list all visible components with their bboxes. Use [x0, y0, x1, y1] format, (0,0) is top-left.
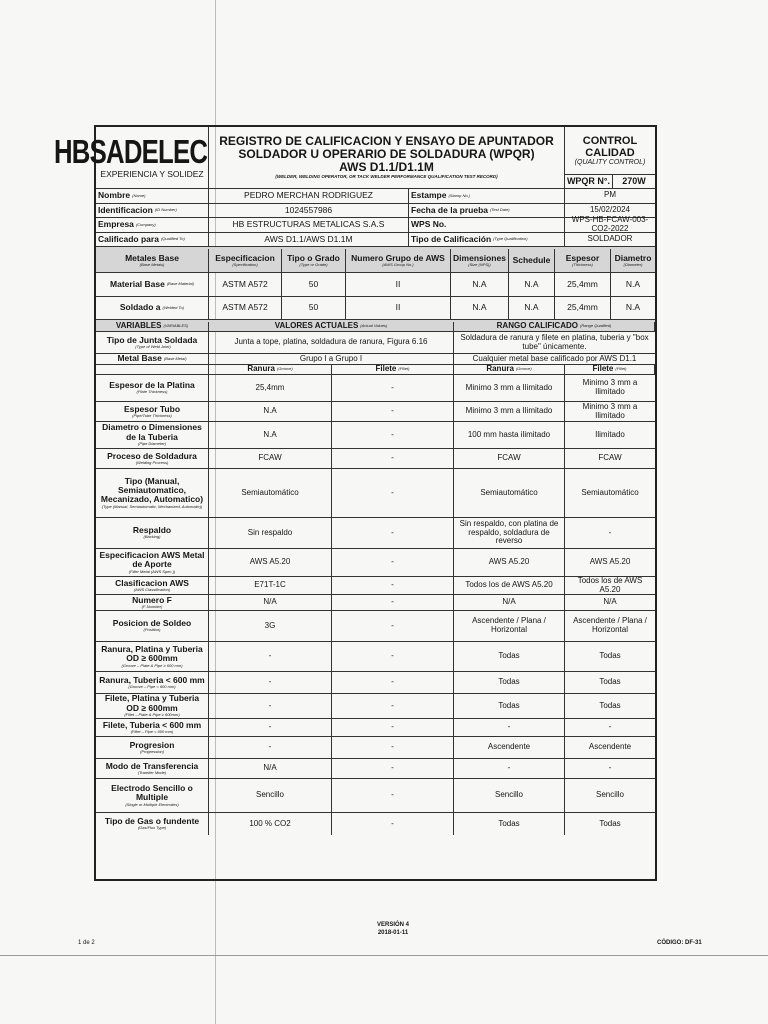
- variable-label-subtext: (Progression): [139, 748, 164, 754]
- variable-label-3: [96, 449, 209, 469]
- metals-cell-0-0: ASTM A572: [209, 273, 282, 297]
- variable-label-text: Tipo (Manual, Semiautomatico, Mecanizado, Automatico): [100, 475, 204, 505]
- variable-cell-6-r_r: AWS A5.20: [454, 549, 565, 577]
- variable-label-16: [96, 779, 209, 813]
- variable-cell-5-a_r: Sin respaldo: [209, 518, 332, 549]
- info-label-nombre: [96, 189, 209, 204]
- metal-base-label-subtext: (Base Metal): [163, 355, 187, 361]
- metals-cell-0-2: II: [346, 273, 451, 297]
- info-value-ident: 1024557986: [209, 204, 409, 219]
- variable-label-text: Filete, Platina y Tuberia OD ≥ 600mm: [104, 693, 200, 713]
- info-label-empresa: [96, 218, 209, 233]
- variable-cell-17-a_f: -: [332, 813, 454, 835]
- metals-header-0: [96, 249, 209, 273]
- metals-header-text: Schedule: [512, 254, 551, 265]
- info-label-calif: [96, 233, 209, 248]
- metals-header-subtext: (Type or Grade): [299, 261, 328, 267]
- variable-cell-1-r_f: Minimo 3 mm a Ilimitado: [565, 402, 655, 422]
- metal-base-range: Cualquier metal base calificado por AWS D1.1: [454, 354, 655, 365]
- variable-label-subtext: (F-Number): [141, 603, 163, 609]
- variable-cell-5-r_r: Sin respaldo, con platina de respaldo, soldadura de reverso: [454, 518, 565, 549]
- actual-groove-header-subtext: (Groove): [276, 366, 293, 372]
- info-label-ident-text: Identificacion: [98, 204, 153, 215]
- variable-label-2: [96, 422, 209, 449]
- variable-cell-10-r_r: Todas: [454, 642, 565, 672]
- variable-cell-9-a_r: 3G: [209, 611, 332, 642]
- variable-label-text: Electrodo Sencillo o Multiple: [111, 782, 193, 803]
- actual-fillet-header: [332, 365, 454, 375]
- variable-cell-6-r_f: AWS A5.20: [565, 549, 655, 577]
- info-label-calif-subtext: (Qualified To): [160, 236, 185, 242]
- variable-label-10: [96, 642, 209, 672]
- metals-header-subtext: (Size (NPS)): [468, 261, 491, 267]
- variable-label-8: [96, 595, 209, 611]
- variable-label-subtext: (Fillet – Plate & Pipe ≥ 600mm): [124, 712, 180, 718]
- variable-label-text: Posicion de Soldeo: [112, 618, 192, 629]
- metals-header-text: Especificacion: [215, 252, 275, 263]
- metals-header-text: Numero Grupo de AWS: [351, 252, 445, 263]
- page-number: 1 de 2: [78, 940, 95, 946]
- junta-actual: Junta a tope, platina, soldadura de ranura, Figura 6.16: [209, 332, 454, 354]
- quality-control-box: [565, 127, 655, 175]
- variable-cell-7-a_r: E71T-1C: [209, 577, 332, 595]
- variable-label-text: Ranura, Platina y Tuberia OD ≥ 600mm: [101, 643, 203, 664]
- info-value-nombre: PEDRO MERCHAN RODRIGUEZ: [209, 189, 409, 204]
- variable-cell-12-a_f: -: [332, 694, 454, 719]
- metals-header-subtext: (Base Metals): [139, 261, 165, 267]
- metal-base-actual: Grupo I a Grupo I: [209, 354, 454, 365]
- range-fillet-header-text: Filete: [592, 364, 614, 374]
- quality-control-title: CONTROL CALIDAD: [582, 134, 638, 159]
- title-line-3: AWS D1.1/D1.1M: [339, 160, 434, 175]
- info-label-estampe-subtext: (Stamp No.): [448, 192, 470, 198]
- variable-label-7: [96, 577, 209, 595]
- metals-header-subtext: (Thickness): [572, 261, 593, 267]
- variable-cell-8-a_r: N/A: [209, 595, 332, 611]
- variable-cell-3-a_r: FCAW: [209, 449, 332, 469]
- variable-cell-4-a_r: Semiautomático: [209, 469, 332, 518]
- variable-cell-11-a_r: -: [209, 672, 332, 694]
- variable-cell-7-r_r: Todos los de AWS A5.20: [454, 577, 565, 595]
- variable-cell-8-a_f: -: [332, 595, 454, 611]
- page-bottom-rule: [0, 955, 768, 956]
- variable-cell-15-r_r: -: [454, 759, 565, 779]
- metals-header-4: [451, 249, 509, 273]
- variable-cell-13-r_f: -: [565, 719, 655, 737]
- variable-cell-12-r_r: Todas: [454, 694, 565, 719]
- info-value-estampe: PM: [565, 189, 655, 204]
- variable-cell-10-a_f: -: [332, 642, 454, 672]
- metals-header-text: Metales Base: [125, 252, 179, 263]
- info-label-nombre-text: Nombre: [98, 190, 131, 201]
- variable-label-subtext: (Gas/Flux Type): [137, 825, 167, 831]
- variable-cell-2-a_f: -: [332, 422, 454, 449]
- actual-fillet-header-subtext: (Fillet): [398, 366, 410, 372]
- info-label-ident-subtext: (ID Number): [154, 207, 177, 213]
- variable-cell-4-a_f: -: [332, 469, 454, 518]
- wpqr-form: [53, 125, 657, 881]
- junta-range: Soldadura de ranura y filete en platina, tuberia y "box tube" únicamente.: [454, 332, 655, 354]
- variables-header: [96, 322, 209, 332]
- variable-label-subtext: (AWS Classification): [133, 586, 171, 592]
- metals-row-label-0-subtext: (Base Material): [166, 281, 194, 287]
- junta-label: [96, 332, 209, 354]
- variable-label-subtext: (Fillet – Pipe < 600 mm): [130, 728, 174, 734]
- metals-cell-1-2: II: [346, 297, 451, 320]
- metals-header-text: Espesor: [565, 252, 600, 263]
- variable-label-text: Ranura, Tuberia < 600 mm: [99, 674, 205, 685]
- metals-row-label-1-text: Soldado a: [119, 302, 161, 313]
- variable-cell-15-a_r: N/A: [209, 759, 332, 779]
- metals-header-text: Tipo o Grado: [287, 252, 340, 263]
- range-fillet-header-subtext: (Fillet): [615, 366, 627, 372]
- metals-header-2: [282, 249, 346, 273]
- variable-label-subtext: (Pipe/Tube Thickness): [132, 412, 172, 418]
- variable-label-text: Proceso de Soldadura: [107, 450, 197, 461]
- variable-cell-5-r_f: -: [565, 518, 655, 549]
- info-value-empresa: HB ESTRUCTURAS METALICAS S.A.S: [209, 218, 409, 233]
- variable-cell-13-a_r: -: [209, 719, 332, 737]
- metals-header-subtext: (Diameter): [623, 261, 643, 267]
- variable-cell-5-a_f: -: [332, 518, 454, 549]
- info-label-fecha: [409, 204, 565, 219]
- metals-header-5: [509, 249, 555, 273]
- variable-cell-2-r_f: Ilimitado: [565, 422, 655, 449]
- quality-control-sub: (QUALITY CONTROL): [574, 158, 646, 166]
- info-label-tipo-text: Tipo de Calificación: [411, 233, 492, 244]
- variable-cell-3-a_f: -: [332, 449, 454, 469]
- variable-cell-10-a_r: -: [209, 642, 332, 672]
- metals-cell-1-3: N.A: [451, 297, 509, 320]
- actual-values-header-text: VALORES ACTUALES: [274, 321, 359, 331]
- variable-cell-8-r_r: N/A: [454, 595, 565, 611]
- variable-label-6: [96, 549, 209, 577]
- metals-row-label-0-text: Material Base: [110, 278, 165, 289]
- variable-label-12: [96, 694, 209, 719]
- wpqr-label: WPQR N°.: [565, 175, 613, 189]
- actual-groove-header-text: Ranura: [247, 364, 275, 374]
- range-qualified-header-subtext: (Range Qualified): [579, 323, 612, 329]
- variable-cell-8-r_f: N/A: [565, 595, 655, 611]
- actual-values-header: [209, 322, 454, 332]
- info-label-wps: [409, 218, 565, 233]
- metals-header-3: [346, 249, 451, 273]
- subheader-blank: [96, 365, 209, 375]
- variable-cell-1-r_r: Minimo 3 mm a Ilimitado: [454, 402, 565, 422]
- version-date: 2018-01-11: [377, 930, 409, 936]
- variable-cell-10-r_f: Todas: [565, 642, 655, 672]
- variable-cell-12-r_f: Todas: [565, 694, 655, 719]
- variable-cell-15-a_f: -: [332, 759, 454, 779]
- info-label-ident: [96, 204, 209, 219]
- metals-header-6: [555, 249, 611, 273]
- actual-groove-header: [209, 365, 332, 375]
- variable-label-text: Respaldo: [132, 525, 172, 536]
- variable-label-subtext: (Position): [143, 627, 161, 633]
- metals-row-label-0: [96, 273, 209, 297]
- info-label-tipo: [409, 233, 565, 248]
- variable-label-13: [96, 719, 209, 737]
- variable-label-0: [96, 375, 209, 402]
- variable-cell-3-r_r: FCAW: [454, 449, 565, 469]
- variable-cell-9-r_r: Ascendente / Plana / Horizontal: [454, 611, 565, 642]
- variable-cell-11-a_f: -: [332, 672, 454, 694]
- variable-label-14: [96, 737, 209, 759]
- info-label-empresa-subtext: (Company): [135, 221, 156, 227]
- variable-label-text: Progresion: [129, 739, 175, 750]
- variable-cell-14-r_r: Ascendente: [454, 737, 565, 759]
- junta-label-text: Tipo de Junta Soldada: [106, 334, 198, 345]
- variable-cell-17-r_r: Todas: [454, 813, 565, 835]
- variable-cell-14-r_f: Ascendente: [565, 737, 655, 759]
- document-code: CÓDIGO: DF-31: [657, 940, 702, 946]
- variable-cell-9-r_f: Ascendente / Plana / Horizontal: [565, 611, 655, 642]
- variable-cell-0-a_r: 25,4mm: [209, 375, 332, 402]
- variable-cell-11-r_r: Todas: [454, 672, 565, 694]
- info-value-fecha: 15/02/2024: [565, 204, 655, 219]
- metals-header-1: [209, 249, 282, 273]
- variable-cell-17-r_f: Todas: [599, 818, 621, 828]
- variable-cell-14-a_r: -: [209, 737, 332, 759]
- form-title: [209, 127, 565, 189]
- info-label-estampe-text: Estampe: [411, 190, 447, 201]
- actual-values-header-subtext: (Actual Values): [360, 323, 388, 329]
- range-groove-header-subtext: (Groove): [515, 366, 532, 372]
- variable-label-4: [96, 469, 209, 518]
- junta-label-subtext: (Type of Weld Joint): [135, 343, 171, 349]
- info-label-wps-text: WPS No.: [411, 219, 447, 230]
- version-label: VERSIÓN 4: [376, 922, 409, 928]
- title-line-1: REGISTRO DE CALIFICACION Y ENSAYO DE APUNTADOR: [219, 133, 554, 148]
- actual-fillet-header-text: Filete: [375, 364, 397, 374]
- logo-tagline: EXPERIENCIA Y SOLIDEZ: [100, 169, 204, 180]
- variable-cell-0-a_f: -: [332, 375, 454, 402]
- variable-cell-1-a_f: -: [332, 402, 454, 422]
- variable-label-9: [96, 611, 209, 642]
- variable-cell-2-a_r: N.A: [209, 422, 332, 449]
- wpqr-value: 270W: [613, 175, 655, 189]
- metals-cell-0-6: N.A: [611, 273, 655, 297]
- metals-header-subtext: (AWS Group No.): [382, 261, 414, 267]
- variables-header-text: VARIABLES: [115, 321, 162, 331]
- metals-cell-1-4: N.A: [509, 297, 555, 320]
- range-qualified-header: [454, 322, 655, 332]
- variable-label-15: [96, 759, 209, 779]
- range-qualified-header-text: RANGO CALIFICADO: [496, 321, 578, 331]
- variable-cell-16-a_r: Sencillo: [209, 779, 332, 813]
- info-value-calif: AWS D1.1/AWS D1.1M: [209, 233, 409, 248]
- metals-header-text: Diametro: [614, 252, 652, 263]
- variable-cell-11-r_f: Todas: [565, 672, 655, 694]
- variable-cell-4-r_f: Semiautomático: [565, 469, 655, 518]
- variable-cell-6-a_f: -: [332, 549, 454, 577]
- variable-cell-16-a_f: -: [332, 779, 454, 813]
- variable-cell-13-a_f: -: [332, 719, 454, 737]
- logo-brand: HBSADELEC: [53, 133, 207, 171]
- range-fillet-header: [565, 365, 655, 375]
- metals-cell-0-1: 50: [282, 273, 346, 297]
- variable-label-text: Especificacion AWS Metal de Aporte: [99, 549, 205, 570]
- metals-header-text: Dimensiones: [453, 252, 506, 263]
- metals-cell-1-5: 25,4mm: [555, 297, 611, 320]
- metals-cell-0-3: N.A: [451, 273, 509, 297]
- variable-label-17: [96, 813, 209, 835]
- range-groove-header: [454, 365, 565, 375]
- variable-cell-7-r_f: Todos los de AWS A5.20: [565, 577, 655, 595]
- variable-label-subtext: (Pipe Diameter): [137, 441, 166, 447]
- variable-label-5: [96, 518, 209, 549]
- metals-cell-1-1: 50: [282, 297, 346, 320]
- info-value-tipo: SOLDADOR: [565, 233, 655, 248]
- info-label-nombre-subtext: (Name): [132, 192, 146, 198]
- info-label-estampe: [409, 189, 565, 204]
- variable-cell-7-a_f: -: [332, 577, 454, 595]
- variable-label-text: Clasificacion AWS: [115, 577, 189, 588]
- variable-label-text: Numero F: [132, 594, 172, 605]
- info-label-calif-text: Calificado para: [98, 233, 159, 244]
- variable-cell-4-r_r: Semiautomático: [454, 469, 565, 518]
- info-label-empresa-text: Empresa: [98, 219, 134, 230]
- variable-label-subtext: (Single or Multiple Electrodes): [125, 801, 179, 807]
- variable-label-11: [96, 672, 209, 694]
- variable-label-text: Filete, Tuberia < 600 mm: [102, 719, 202, 730]
- info-label-tipo-subtext: (Type Qualification): [493, 236, 528, 242]
- variable-label-subtext: (Transfer Mode): [137, 769, 167, 775]
- metals-header-7: [611, 249, 655, 273]
- variable-cell-3-r_f: FCAW: [565, 449, 655, 469]
- variable-cell-9-a_f: -: [332, 611, 454, 642]
- variable-label-text: Diametro o Dimensiones de la Tuberia: [102, 422, 202, 442]
- variable-label-text: Espesor Tubo: [123, 403, 181, 414]
- variable-cell-6-a_r: AWS A5.20: [209, 549, 332, 577]
- variable-cell-12-a_r: -: [209, 694, 332, 719]
- info-label-fecha-subtext: (Test Date): [490, 207, 510, 213]
- variable-label-text: Modo de Transferencia: [105, 760, 199, 771]
- variable-cell-16-r_r: Sencillo: [454, 779, 565, 813]
- info-label-fecha-text: Fecha de la prueba: [411, 204, 488, 215]
- variable-cell-1-a_r: N.A: [209, 402, 332, 422]
- company-logo: [53, 127, 209, 189]
- title-line-2: SOLDADOR U OPERARIO DE SOLDADURA (WPQR): [238, 146, 535, 161]
- variable-label-subtext: (Plate Thickness): [136, 389, 168, 395]
- range-groove-header-text: Ranura: [486, 364, 514, 374]
- metals-cell-0-5: 25,4mm: [555, 273, 611, 297]
- metals-row-label-1-subtext: (Welded To): [162, 304, 185, 310]
- variable-label-text: Espesor de la Platina: [109, 380, 195, 391]
- metals-cell-1-0: ASTM A572: [209, 297, 282, 320]
- metal-base-label: [96, 354, 209, 365]
- variable-label-subtext: (Groove – Pipe < 600 mm): [128, 683, 176, 689]
- metal-base-label-text: Metal Base: [117, 353, 162, 364]
- variable-label-text: Tipo de Gas o fundente: [104, 816, 200, 827]
- variable-cell-16-r_f: Sencillo: [565, 779, 655, 813]
- variable-label-1: [96, 402, 209, 422]
- variable-label-subtext: (Welding Process): [135, 459, 169, 465]
- variable-cell-2-r_r: 100 mm hasta ilimitado: [454, 422, 565, 449]
- variable-cell-17-a_r: 100 % CO2: [209, 813, 332, 835]
- info-value-wps: WPS-HB-FCAW-003-CO2-2022: [565, 218, 655, 233]
- variable-cell-15-r_f: -: [565, 759, 655, 779]
- metals-cell-0-4: N.A: [509, 273, 555, 297]
- metals-header-subtext: (Specification): [232, 261, 258, 267]
- variable-cell-13-r_r: -: [454, 719, 565, 737]
- variable-cell-14-a_f: -: [332, 737, 454, 759]
- variable-cell-0-r_r: Minimo 3 mm a Ilimitado: [454, 375, 565, 402]
- title-subtitle: (WELDER, WELDING OPERATOR, OR TACK WELDER PERFORMANCE QUALIFICATION TEST RECORD): [275, 174, 498, 180]
- variables-header-subtext: (VARIABLES): [163, 323, 189, 329]
- variable-label-subtext: (Filler Metal (AWS Spec.)): [128, 568, 176, 574]
- variable-label-subtext: (Groove – Plate & Pipe ≥ 600 mm): [121, 662, 183, 668]
- variable-cell-0-r_f: Minimo 3 mm a Ilimitado: [565, 375, 655, 402]
- variable-label-subtext: (Type (Manual, Semiautomatic, Mechanized, Automatic)): [101, 503, 203, 509]
- metals-row-label-1: [96, 297, 209, 320]
- metals-cell-1-6: N.A: [611, 297, 655, 320]
- variable-label-subtext: (Backing): [143, 534, 161, 540]
